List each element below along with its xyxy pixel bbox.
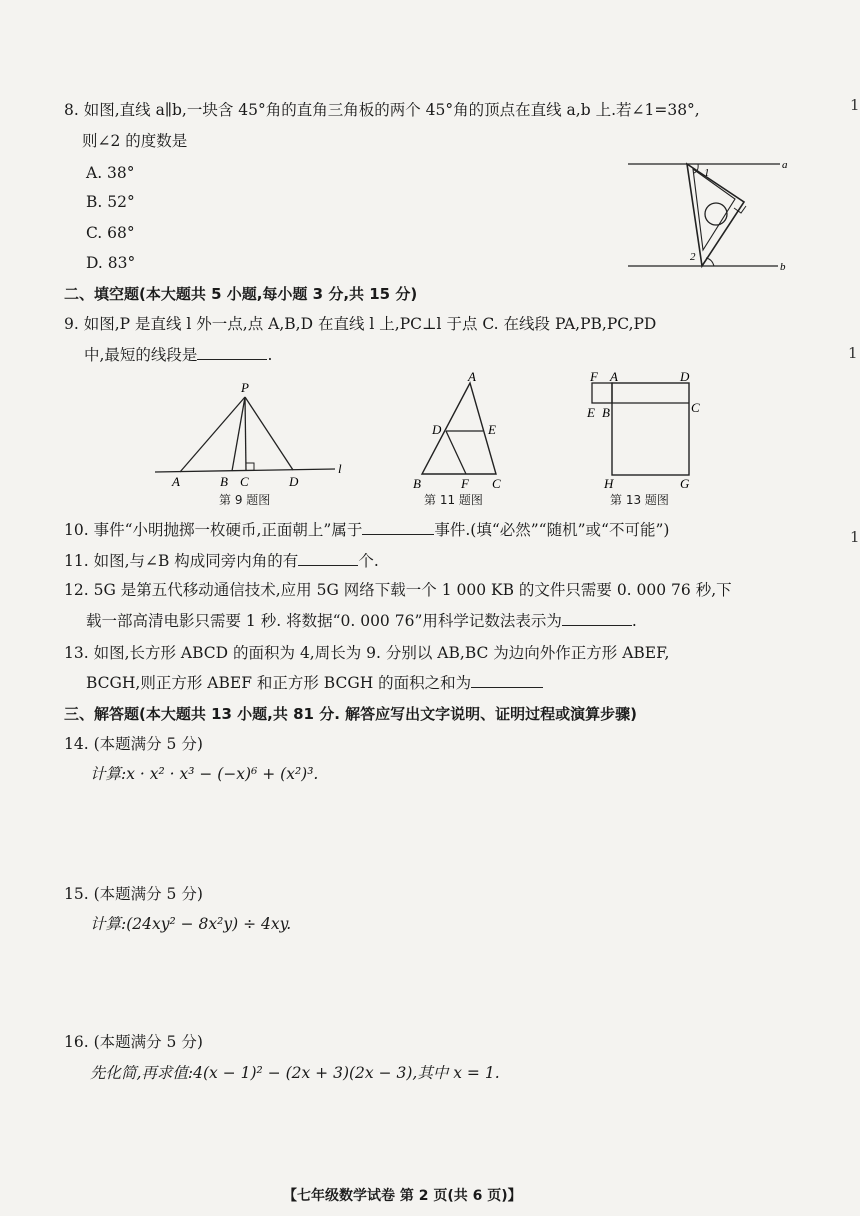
q12-end: . <box>631 612 637 630</box>
label-f: F <box>461 476 469 491</box>
label-a: A <box>610 369 618 384</box>
square-abef <box>592 383 612 403</box>
q9-stem-line2 <box>84 345 272 365</box>
q12-answer-blank[interactable] <box>562 611 632 626</box>
q12-line2 <box>86 611 637 631</box>
q8-stem-line1: 8. 如图,直线 a∥b,一块含 45°角的直角三角板的两个 45°角的顶点在直线 a,b 上.若∠1=38°, <box>64 101 700 119</box>
q13-line2 <box>86 673 543 693</box>
q8-option-a: A. 38° <box>86 164 135 182</box>
label-b: B <box>413 476 421 491</box>
q11-post: 个. <box>358 552 379 570</box>
label-b: B <box>602 405 610 420</box>
q12-line2-text: 载一部高清电影只需要 1 秒. 将数据“0. 000 76”用科学记数法表示为 <box>86 612 562 630</box>
q8-option-d: D. 83° <box>86 254 136 272</box>
segment-pd <box>245 397 293 470</box>
edge-mark: 1 <box>848 344 858 362</box>
segment-pc <box>245 397 246 471</box>
fig13 <box>580 367 710 492</box>
q13-answer-blank[interactable] <box>471 673 543 688</box>
q15-body: 计算:(24xy² − 8x²y) ÷ 4xy. <box>90 915 292 933</box>
label-a: A <box>468 369 476 384</box>
label-c: C <box>492 476 501 491</box>
angle2-label: 2 <box>690 251 696 263</box>
q9-stem-text: 中,最短的线段是 <box>84 346 198 364</box>
label-p: P <box>241 380 249 395</box>
label-f: F <box>590 369 598 384</box>
q9-stem-line1: 9. 如图,P 是直线 l 外一点,点 A,B,D 在直线 l 上,PC⊥l 于点 C. 在线段 PA,PB,PC,PD <box>64 315 657 333</box>
q11-answer-blank[interactable] <box>298 551 358 566</box>
label-h: H <box>604 476 614 491</box>
q8-figure <box>620 152 795 277</box>
fig11 <box>408 367 508 492</box>
q10 <box>64 520 669 540</box>
label-e: E <box>488 422 496 437</box>
q10-post: 事件.(填“必然”“随机”或“不可能”) <box>434 521 670 539</box>
q11 <box>64 551 379 571</box>
q9-answer-blank[interactable] <box>197 345 267 360</box>
rectangle-abcd-square-bcgh <box>612 383 689 475</box>
label-d: D <box>289 474 299 489</box>
fig11-caption: 第 11 题图 <box>424 493 483 507</box>
q15-heading: 15. (本题满分 5 分) <box>64 885 203 903</box>
label-a: A <box>172 474 180 489</box>
q9-end: . <box>267 346 273 364</box>
q8-option-b: B. 52° <box>86 193 135 211</box>
label-d: D <box>432 422 442 437</box>
ruler-hole <box>705 203 727 225</box>
label-g: G <box>680 476 690 491</box>
page-footer: 【七年级数学试卷 第 2 页(共 6 页)】 <box>283 1188 522 1204</box>
section3-title: 三、解答题(本大题共 13 小题,共 81 分. 解答应写出文字说明、证明过程或演算步骤) <box>64 705 637 723</box>
angle1-label: 1 <box>704 167 710 179</box>
fig13-caption: 第 13 题图 <box>610 493 669 507</box>
label-b: B <box>220 474 228 489</box>
q10-pre: 10. 事件“小明抛掷一枚硬币,正面朝上”属于 <box>64 521 363 539</box>
segment-pb <box>232 397 245 471</box>
q16-body: 先化简,再求值:4(x − 1)² − (2x + 3)(2x − 3),其中 x = 1. <box>90 1064 500 1082</box>
edge-mark: 1 <box>850 528 860 546</box>
edge-mark: 1 <box>850 96 860 114</box>
q12-line1: 12. 5G 是第五代移动通信技术,应用 5G 网络下载一个 1 000 KB 的文件只需要 0. 000 76 秒,下 <box>64 581 732 599</box>
triangle-ruler <box>687 164 744 266</box>
label-c: C <box>240 474 249 489</box>
q13-line2-text: BCGH,则正方形 ABEF 和正方形 BCGH 的面积之和为 <box>86 674 472 692</box>
q10-answer-blank[interactable] <box>362 520 434 535</box>
q14-body: 计算:x · x² · x³ − (−x)⁶ + (x²)³. <box>90 765 319 783</box>
label-d: D <box>680 369 690 384</box>
label-c: C <box>691 400 700 415</box>
segment-pa <box>180 397 245 472</box>
label-b: b <box>780 261 786 273</box>
q14-heading: 14. (本题满分 5 分) <box>64 735 203 753</box>
fig9-caption: 第 9 题图 <box>219 493 271 507</box>
label-a: a <box>782 159 788 171</box>
q16-heading: 16. (本题满分 5 分) <box>64 1033 203 1051</box>
q8-option-c: C. 68° <box>86 224 135 242</box>
section2-title: 二、填空题(本大题共 5 小题,每小题 3 分,共 15 分) <box>64 285 418 303</box>
segment-df <box>446 431 466 474</box>
label-l: l <box>338 461 342 476</box>
fig9 <box>150 375 355 495</box>
label-e: E <box>587 405 595 420</box>
q8-stem-line2: 则∠2 的度数是 <box>82 132 188 150</box>
q13-line1: 13. 如图,长方形 ABCD 的面积为 4,周长为 9. 分别以 AB,BC 为边向外作正方形 ABEF, <box>64 644 670 662</box>
q11-pre: 11. 如图,与∠B 构成同旁内角的有 <box>64 552 299 570</box>
